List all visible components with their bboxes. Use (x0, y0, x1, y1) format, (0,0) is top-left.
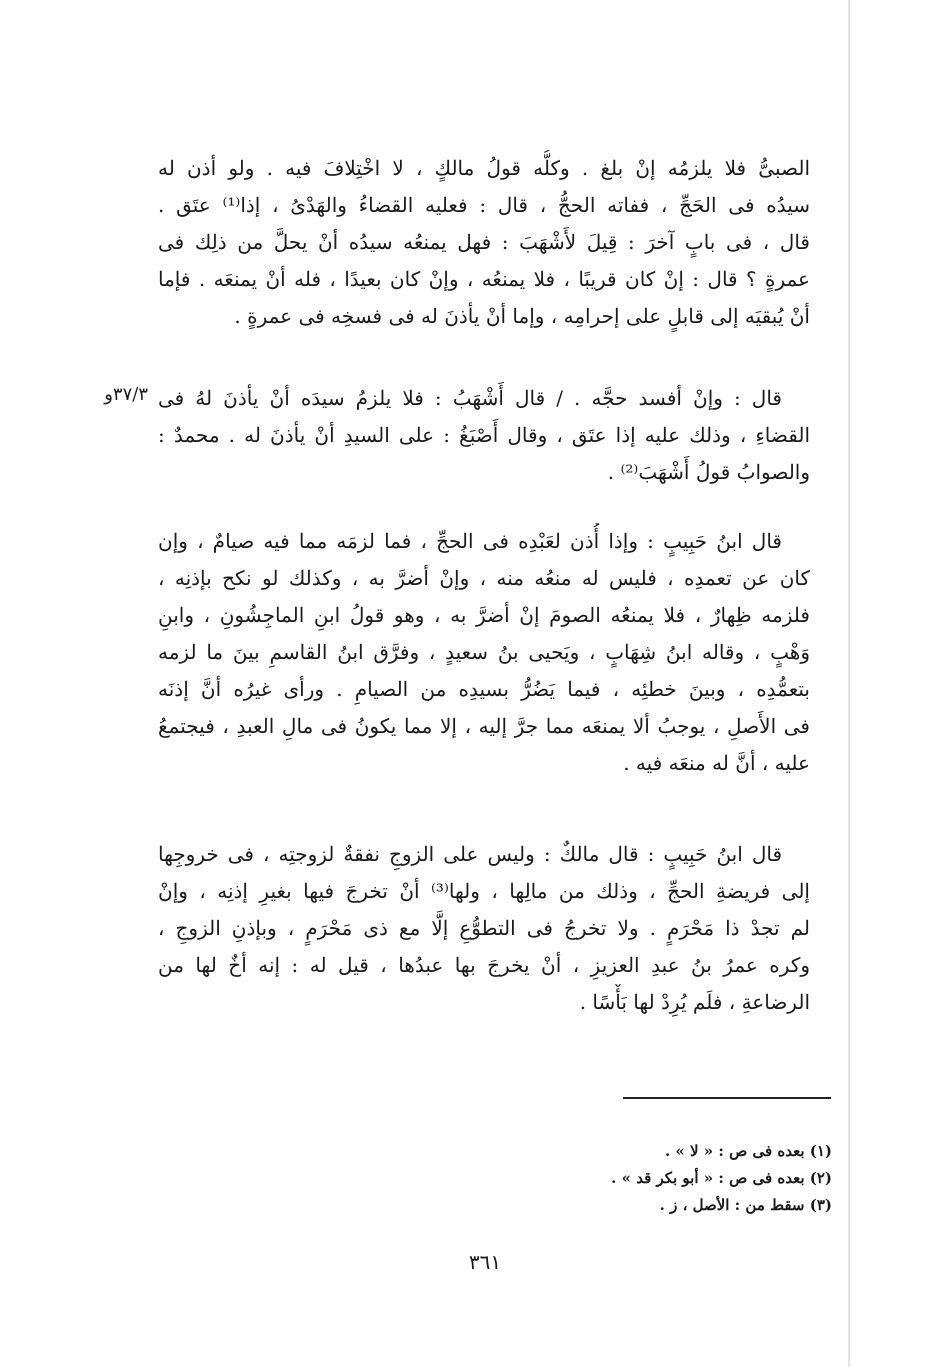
text-line: وكره عمرُ بنُ عبدِ العزيزِ ، أنْ يخرجَ بها عبدُها ، قيل له : إنه أخٌ لها من (158, 953, 810, 977)
text-line: سيدُه فى الحَجِّ ، ففاته الحجُّ ، قال : فعليه القضاءُ والهَدْىُ ، إذا⁽¹⁾ عتَق . (158, 193, 810, 217)
text-line: وَهْبٍ ، وقاله ابنُ شِهَابٍ ، ويَحيى بنُ سعيدٍ ، وفرَّق ابنُ القاسمِ بينَ ما لزمه (158, 640, 810, 664)
text-line: الرضاعةِ ، فلَم يُرِدْ لها بَأْسًا . (579, 990, 810, 1014)
text-line: فلزمه ظِهارٌ ، فلا يمنعُه الصومَ إنْ أضرَّ به ، وهو قولُ ابنِ الماجِشُونِ ، وابنِ (158, 603, 810, 627)
footnote-1: (١) بعده فى ص : « لا » . (664, 1142, 832, 1160)
text-line: فى الأَصلِ ، يوجبُ ألا يمنعَه مما جرَّ إليه ، إلا مما يكونُ فى مالِ العبدِ ، فيجتمعُ (158, 714, 810, 738)
margin-folio-note: ٣٧/٣و (104, 384, 148, 405)
text-line: عليه ، أنَّ له منعَه فيه . (623, 751, 810, 775)
text-line: أنْ يُبقيَه إلى قابلٍ على إحرامِه ، وإما أنْ يأذنَ له فى فسخِه فى عمرةٍ . (234, 304, 810, 328)
footnote-3: (٣) سقط من : الأصل ، ز . (659, 1196, 832, 1214)
text-line: قال : وإنْ أفسد حجَّه . / قال أَشْهَبُ : فلا يلزمُ سيدَه أنْ يأذنَ لهُ فى (158, 386, 782, 410)
text-line: القضاءِ ، وذلك عليه إذا عتَق ، وقال أَصْبَغُ : على السيدِ أنْ يأذنَ له . محمدٌ : (158, 423, 810, 447)
paragraph-4 (158, 836, 810, 1021)
footnotes (420, 1138, 832, 1219)
text-line: كان عن تعمدِه ، فليس له منعُه منه ، وإنْ أضرَّ به ، وكذلك لو نكح بإذنِه ، (158, 566, 810, 590)
text-line: عمرةٍ ؟ قال : إنْ كان قريبًا ، فلا يمنعُه ، وإنْ كان بعيدًا ، فله أنْ يمنعَه . فإما (158, 267, 810, 291)
page-number: ٣٦١ (468, 1250, 502, 1274)
text-line: بتعمُّدِه ، وبينَ خطئِه ، فيما يَضُرُّ بسيدِه من الصيامِ . ورأى غيرُه أنَّ إذنَه (158, 677, 810, 701)
text-line: والصوابُ قولُ أَشْهَبَ⁽²⁾ . (607, 460, 810, 484)
paragraph-3 (158, 523, 810, 782)
text-line: إلى فريضةِ الحجِّ ، وذلك من مالِها ، ولها⁽³⁾ أنْ تخرجَ فيها بغيرِ إذنِه ، وإنْ (158, 879, 810, 903)
footnote-separator (623, 1097, 831, 1099)
text-line: الصبىُّ فلا يلزمُه إنْ بلغ . وكلُّه قولُ مالكٍ ، لا اخْتِلافَ فيه . ولو أذن له (158, 156, 810, 180)
paragraph-2 (158, 380, 810, 491)
text-line: قال ابنُ حَبِيبٍ : قال مالكٌ : وليس على الزوجِ نفقةٌ لزوجتِه ، فى خروجِها (158, 842, 782, 866)
page-edge (848, 0, 850, 1367)
text-line: قال ، فى بابٍ آخرَ : قِيلَ لأَشْهَبَ : فهل يمنعُه سيدُه أنْ يحلَّ من ذلِك فى (158, 230, 810, 254)
text-line: لم تجدْ ذا مَحْرَمٍ . ولا تخرجُ فى التطوُّعِ إلَّا مع ذى مَحْرَمٍ ، وبإذنِ الزوجِ ، (158, 916, 810, 940)
text-line: قال ابنُ حَبِيبٍ : وإذا أُذن لعَبْدِه فى الحجِّ ، فما لزمَه مما فيه صيامٌ ، وإن (158, 529, 782, 553)
footnote-2: (٢) بعده فى ص : « أبو بكر قد » . (611, 1169, 832, 1187)
paragraph-1 (158, 150, 810, 335)
